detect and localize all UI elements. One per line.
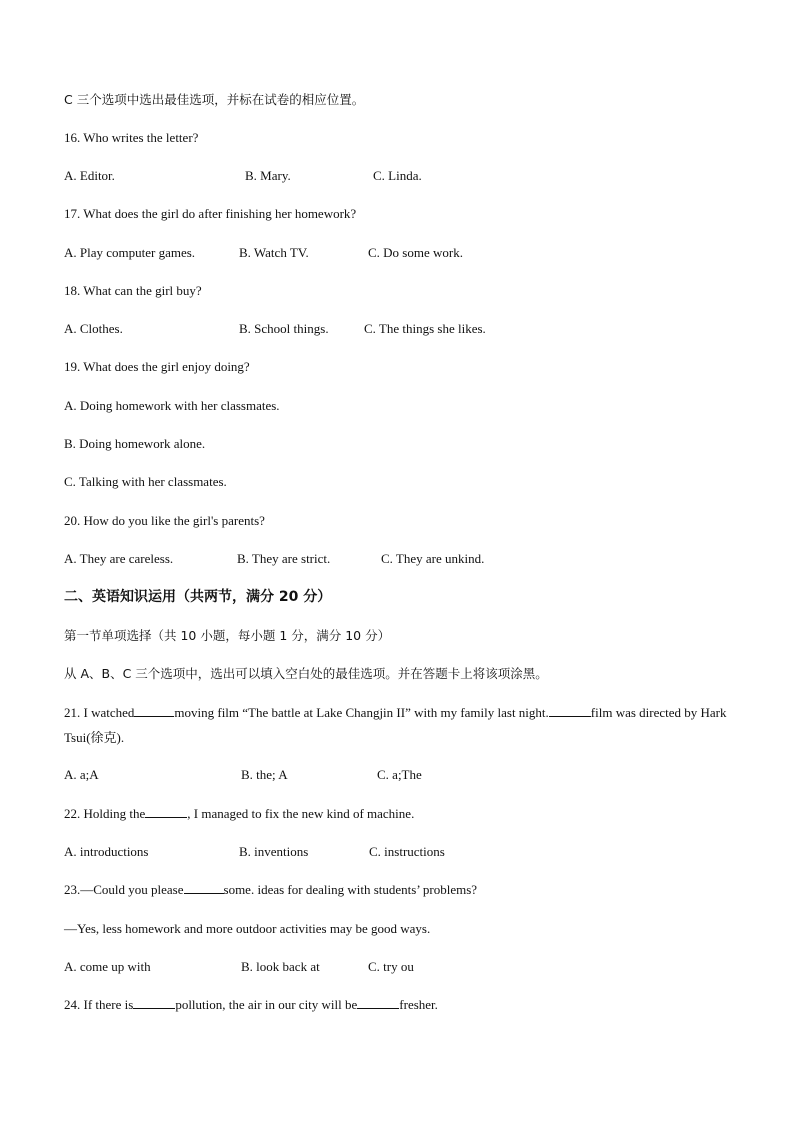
q19-option-b: B. Doing homework alone. — [64, 436, 206, 451]
q16-option-c: C. Linda. — [373, 168, 422, 183]
q23-option-b: B. look back at — [241, 959, 320, 974]
q19-option-c: C. Talking with her classmates. — [64, 474, 227, 489]
q23-blank — [184, 881, 224, 894]
q18-stem: 18. What can the girl buy? — [64, 283, 202, 298]
q22-text-1: 22. Holding the — [64, 806, 146, 821]
q24-text-1: 24. If there is — [64, 997, 134, 1012]
q23-stem — [64, 881, 477, 899]
q22-text-2: , I managed to fix the new kind of machine. — [187, 806, 415, 821]
q18-option-c: C. The things she likes. — [364, 321, 486, 336]
q17-option-b: B. Watch TV. — [239, 245, 309, 260]
q20-option-c: C. They are unkind. — [381, 551, 485, 566]
q24-stem — [64, 996, 438, 1014]
q23-reply: —Yes, less homework and more outdoor activities may be good ways. — [64, 921, 431, 936]
q16-option-b: B. Mary. — [245, 168, 291, 183]
q23-option-a: A. come up with — [64, 959, 151, 974]
q16-stem: 16. Who writes the letter? — [64, 130, 199, 145]
q23-text-1: 23.—Could you please — [64, 882, 184, 897]
q17-option-c: C. Do some work. — [368, 245, 463, 260]
q21-option-a: A. a;A — [64, 767, 99, 782]
q22-blank — [145, 805, 187, 818]
q20-option-a: A. They are careless. — [64, 551, 174, 566]
q20-stem: 20. How do you like the girl's parents? — [64, 513, 265, 528]
q24-blank-1 — [133, 996, 175, 1009]
q21-blank-1 — [134, 704, 174, 717]
q18-option-a: A. Clothes. — [64, 321, 123, 336]
q24-text-3: fresher. — [399, 997, 438, 1012]
q21-text-1: 21. I watched — [64, 705, 135, 720]
q24-blank-2 — [357, 996, 399, 1009]
q17-option-a: A. Play computer games. — [64, 245, 196, 260]
q21-blank-2 — [549, 704, 591, 717]
q17-stem: 17. What does the girl do after finishing her homework? — [64, 206, 357, 221]
q19-stem: 19. What does the girl enjoy doing? — [64, 359, 250, 374]
section2-part1-title: 第一节单项选择（共 10 小题，每小题 1 分，满分 10 分） — [64, 628, 391, 643]
q22-option-b: B. inventions — [239, 844, 309, 859]
q23-text-2: some. ideas for dealing with students’ problems? — [223, 882, 478, 897]
q22-stem — [64, 805, 414, 823]
q22-option-c: C. instructions — [369, 844, 445, 859]
q20-option-b: B. They are strict. — [237, 551, 331, 566]
q21-stem — [64, 700, 730, 750]
q21-text-2: moving film “The battle at Lake Changjin II” with my family last night. — [174, 705, 549, 720]
q24-text-2: pollution, the air in our city will be — [175, 997, 358, 1012]
q18-option-b: B. School things. — [239, 321, 329, 336]
intro-line: C 三个选项中选出最佳选项，并标在试卷的相应位置。 — [64, 92, 365, 107]
section2-instruction: 从 A、B、C 三个选项中，选出可以填入空白处的最佳选项。并在答题卡上将该项涂黑。 — [64, 666, 548, 681]
q21-option-b: B. the; A — [241, 767, 288, 782]
q23-option-c: C. try ou — [368, 959, 414, 974]
q19-option-a: A. Doing homework with her classmates. — [64, 398, 280, 413]
q21-option-c: C. a;The — [377, 767, 422, 782]
q22-option-a: A. introductions — [64, 844, 149, 859]
q21-text-3: film was directed by Hark Tsui(徐克). — [64, 705, 727, 745]
q16-option-a: A. Editor. — [64, 168, 115, 183]
section2-title: 二、英语知识运用（共两节，满分 20 分） — [64, 589, 332, 605]
